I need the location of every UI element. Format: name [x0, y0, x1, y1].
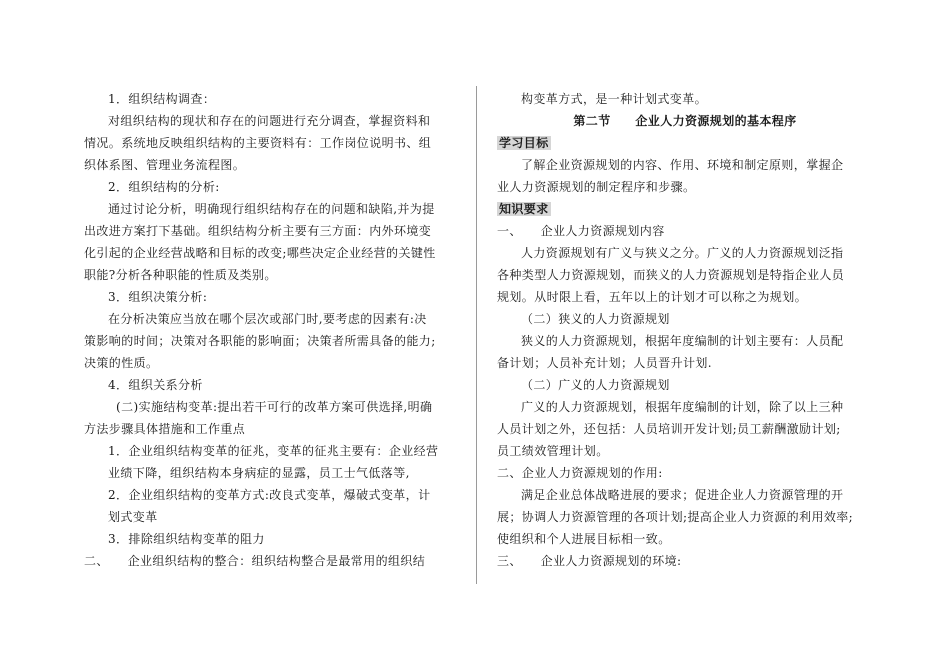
right-paragraph-line: 人员计划之外，还包括：人员培训开发计划;员工薪酬激励计划; [497, 422, 841, 436]
right-paragraph-line: 广义的人力资源规划，根据年度编制的计划，除了以上三种 [521, 400, 844, 414]
right-paragraph-line: 满足企业总体战略进展的要求；促进企业人力资源管理的开 [521, 488, 844, 502]
left-paragraph-line: 3．组织决策分析: [108, 290, 208, 304]
section-heading-label: 学习目标 [499, 136, 549, 150]
left-paragraph-line: 职能?分析各种职能的性质及类别。 [84, 268, 277, 282]
right-paragraph-line: 业人力资源规划的制定程序和步骤。 [497, 180, 696, 194]
left-paragraph-line: 在分析决策应当放在哪个层次或部门时,要考虑的因素有:决 [108, 312, 427, 326]
left-paragraph-line: 织体系图、管理业务流程图。 [84, 158, 246, 172]
left-paragraph-line: 对组织结构的现状和存在的问题进行充分调查，掌握资料和 [108, 114, 431, 128]
left-paragraph-line: 二、 企业组织结构的整合：组织结构整合是最常用的组织结 [84, 554, 426, 568]
left-paragraph-line: 划式变革 [108, 510, 158, 524]
right-paragraph-line: 狭义的人力资源规划，根据年度编制的计划主要有：人员配 [521, 334, 844, 348]
left-paragraph-line: 4．组织关系分析 [108, 378, 203, 392]
left-paragraph-line: 通过讨论分析，明确现行组织结构存在的问题和缺陷,并为提 [108, 202, 435, 216]
right-paragraph-line [497, 198, 873, 220]
right-paragraph-line: 第二节 企业人力资源规划的基本程序 [573, 114, 797, 128]
left-paragraph-line: 1．企业组织结构变革的征兆，变革的征兆主要有：企业经营 [108, 444, 439, 458]
left-paragraph-line: 业绩下降，组织结构本身病症的显露，员工士气低落等, [108, 466, 410, 480]
right-text-column [497, 88, 873, 572]
left-paragraph-line: 情况。系统地反映组织结构的主要资料有：工作岗位说明书、组 [84, 136, 432, 150]
right-paragraph-line: 人力资源规划有广义与狭义之分。广义的人力资源规划泛指 [521, 246, 844, 260]
right-paragraph-line: 使组织和个人进展目标相一致。 [497, 532, 671, 546]
right-paragraph-line: 各种类型人力资源规划，而狭义的人力资源规划是特指企业人员 [497, 268, 845, 282]
right-paragraph-line: 构变革方式，是一种计划式变革。 [521, 92, 708, 106]
right-paragraph-line: 一、 企业人力资源规划内容 [497, 224, 665, 238]
right-paragraph-line: 二、企业人力资源规划的作用: [497, 466, 663, 480]
left-paragraph-line: 化引起的企业经营战略和目标的改变;哪些决定企业经营的关键性 [84, 246, 436, 260]
right-paragraph-line: 备计划；人员补充计划；人员晋升计划. [497, 356, 713, 370]
left-paragraph-line: (二)实施结构变革:提出若干可行的改革方案可供选择,明确 [116, 400, 433, 414]
left-paragraph-line: 1．组织结构调查： [108, 92, 216, 106]
left-text-column [84, 88, 456, 572]
right-paragraph-line: （二）狭义的人力资源规划 [521, 312, 670, 326]
right-paragraph-line: 了解企业资源规划的内容、作用、环境和制定原则，掌握企 [521, 158, 844, 172]
right-paragraph-line: 规划。从时限上看，五年以上的计划才可以称之为规划。 [497, 290, 808, 304]
right-paragraph-line: 三、 企业人力资源规划的环境: [497, 554, 682, 568]
section-heading-label: 知识要求 [499, 202, 549, 216]
left-paragraph-line: 方法步骤具体措施和工作重点 [84, 422, 246, 436]
right-paragraph-line: （二）广义的人力资源规划 [521, 378, 670, 392]
left-paragraph-line: 3．排除组织结构变革的阻力 [108, 532, 265, 546]
column-divider [476, 86, 477, 584]
right-paragraph-line [497, 132, 873, 154]
left-paragraph-line: 出改进方案打下基础。组织结构分析主要有三方面：内外环境变 [84, 224, 432, 238]
left-paragraph-line: 2．企业组织结构的变革方式:改良式变革，爆破式变革，计 [108, 488, 431, 502]
right-paragraph-line: 展；协调人力资源管理的各项计划;提高企业人力资源的利用效率; [497, 510, 854, 524]
left-paragraph-line: 策影响的时间；决策对各职能的影响面；决策者所需具备的能力; [84, 334, 436, 348]
left-paragraph-line: 2．组织结构的分析: [108, 180, 220, 194]
right-paragraph-line: 员工绩效管理计划。 [497, 444, 609, 458]
left-paragraph-line: 决策的性质。 [84, 356, 159, 370]
